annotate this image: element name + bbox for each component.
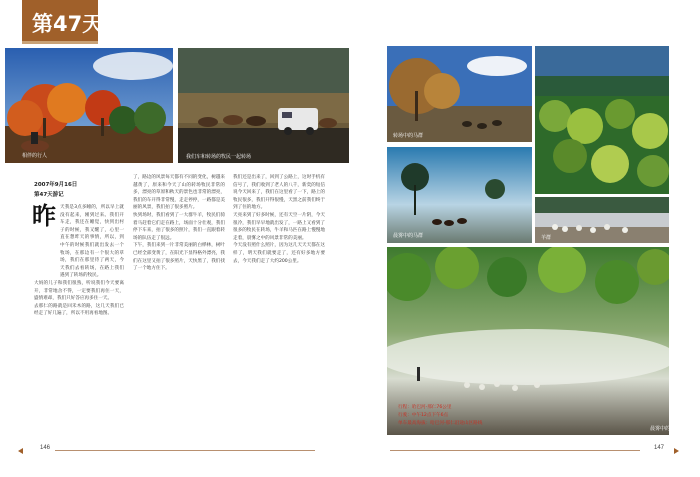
paragraph: 天我是3点多睡的，所以早上就没有起来，刚到过来。我们开车走，我还在睡觉，快到出村子的时候，我又醒了，心里一直在想昨天的事情，所以，到中午的时候我们就出发去一个牧场，在那边有一个很大的草场，我们在那里待了两天，今天我们去看转场，在路上我们遇到了转场的牧民。 bbox=[60, 205, 124, 279]
paragraph: 大妈的儿子和我们很熟，听说我们今天要离开，非常地舍不得，一定要我们再住一天，盛情难却，我们只好答应再多住一天。 bbox=[34, 280, 124, 302]
photo-autumn-rider bbox=[5, 48, 173, 163]
day-title: 第47天 bbox=[32, 12, 104, 36]
photo-sheep-flock bbox=[535, 197, 669, 243]
article-date: 2007年9月16日 bbox=[34, 182, 78, 188]
article-column-2 bbox=[133, 174, 225, 434]
photo-caption: 我们车和转场的牧民一起转场 bbox=[186, 154, 252, 160]
paragraph: 去那仁的路就是回禾木的路，这几天我们已经走了好几遍了，所以不用再看地图。 bbox=[34, 303, 124, 317]
paragraph: 快到场时，我们看到了一大群牛羊，牧民们骑着马赶着它们走在路上，场面十分壮观，我们停下车来，拍了很多的照片，我们一直跟着转场的队伍走了很远。 bbox=[133, 212, 225, 241]
left-page-marker bbox=[18, 448, 23, 454]
paragraph: 我们还是出来了，回到了公路上，这时手机有信号了，我们收到了老人的八千，新奕的短信说今天回来了，我们在这里看了一下，路上的牧民很多，我们开得很慢，天黑之前我们终于到了住的地方。 bbox=[233, 175, 325, 211]
paragraph: 下午，我们来到一片非常美丽的白桦林，树叶已经全部变黄了，在阳光下显得格外漂亮，我们在这里又拍了很多照片，天快黑了，我们找了一个地方住下。 bbox=[133, 243, 225, 272]
info-line: 行程：哈巴河-那仁76公里 bbox=[398, 405, 452, 410]
paragraph: 了，路边的风景每天都有不同的变化，树越来越黄了，原来和今天了山的转场牧民非常的多，漂亮的草原和秋天的景色也非常的漂亮，我们的车开得非常慢，走走停停，一路都是美丽的风景，我们拍了很多照片。 bbox=[133, 175, 225, 211]
article-column-3 bbox=[233, 174, 325, 384]
drop-cap: 昨 bbox=[32, 201, 56, 230]
paragraph: 今天没有照什么照片，因为这几天天天都在这样了，明天我们就要走了，还有好多地方要去，今天我们走了大约200公里。 bbox=[233, 243, 325, 264]
photo-caption: 晨雾中的羊群 bbox=[650, 426, 681, 432]
photo-green-forest bbox=[535, 46, 669, 194]
article-column-1 bbox=[32, 201, 124, 429]
right-page-rule bbox=[390, 450, 640, 451]
paragraph: 天亮来到了好多时候，还有天空一片阴，今天很冷，我们早早地就出发了，一路上又看到了很多的牧民在转场，牛羊和马匹在路上慢慢地走着，晨雾之中的风景非常的美丽。 bbox=[233, 212, 325, 241]
page-number-right: 147 bbox=[654, 445, 665, 451]
title-underline bbox=[22, 41, 98, 44]
trip-info bbox=[398, 404, 482, 428]
photo-misty-horses bbox=[387, 147, 532, 243]
photo-caption: 晨雾中的马群 bbox=[393, 233, 424, 239]
photo-horse-herd bbox=[387, 46, 532, 142]
photo-caption: 转场中的马群 bbox=[393, 133, 424, 139]
photo-caravan bbox=[178, 48, 349, 163]
photo-caption: 相伴的行人 bbox=[22, 153, 48, 159]
left-page-rule bbox=[55, 450, 315, 451]
right-page-marker bbox=[674, 448, 679, 454]
page-number-left: 146 bbox=[40, 445, 51, 451]
info-line: 单车最高海拔：哈巴河-那仁沿途山区路线 bbox=[398, 421, 483, 426]
article-subtitle: 第47天游记 bbox=[34, 192, 64, 198]
info-line: 行驶：中午12点下午6点 bbox=[398, 413, 449, 418]
photo-caption: 羊群 bbox=[541, 235, 552, 241]
